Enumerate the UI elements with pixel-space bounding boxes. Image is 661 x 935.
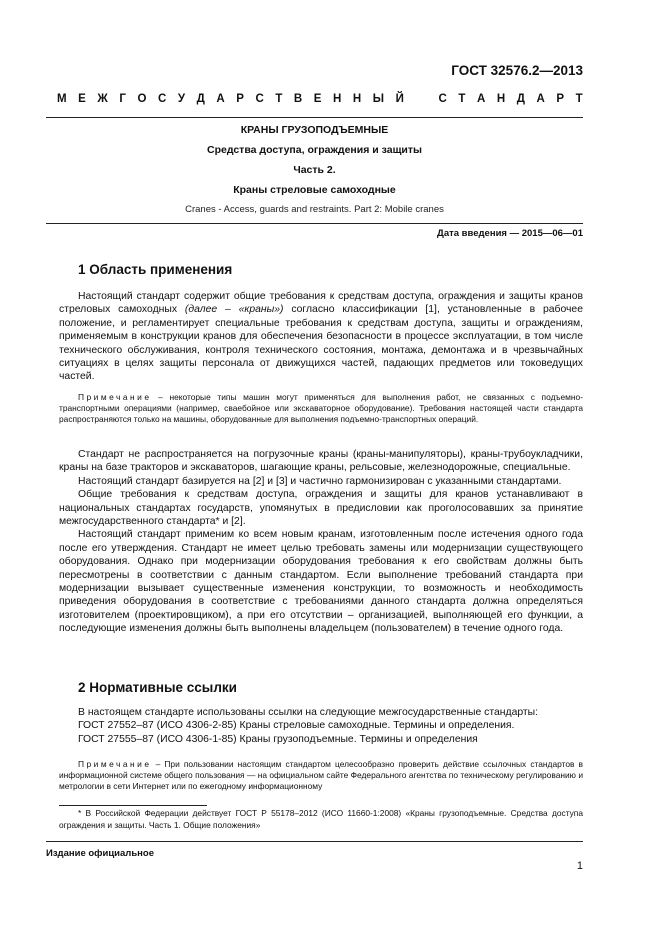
banner-letter: Г <box>119 93 126 105</box>
banner-letter: М <box>57 93 67 105</box>
banner-letter: Р <box>556 93 565 105</box>
banner-letter: А <box>536 93 545 105</box>
banner-letter: А <box>216 93 225 105</box>
effective-date: Дата введения — 2015—06—01 <box>437 228 583 239</box>
title-block <box>46 123 583 216</box>
banner-letter: Н <box>496 93 506 105</box>
note-text: – При пользовании настоящим стандартом целесообразно проверить действие ссылочных стандартов в информационной системе общего пользования — на официальном сайте Федерального агентства по техническому регулированию и метрологии в сети Интернет или по ежегодному информационному <box>59 759 583 791</box>
title-part: Часть 2. <box>293 164 336 176</box>
section-scope-intro <box>59 290 583 384</box>
banner-letter: Н <box>352 93 362 105</box>
reference-item: ГОСТ 27552–87 (ИСО 4306-2-85) Краны стреловые самоходные. Термины и определения. <box>78 720 515 732</box>
banner-letter: Д <box>516 93 525 105</box>
footnote-divider <box>59 805 207 806</box>
title-part-name: Краны стреловые самоходные <box>233 184 396 196</box>
banner-letter: Ж <box>97 93 108 105</box>
title-main: КРАНЫ ГРУЗОПОДЪЕМНЫЕ <box>240 124 389 136</box>
paragraph: Стандарт не распространяется на погрузочные краны (краны-манипуляторы), краны-трубоукладчики, краны на базе тракторов и экскаваторов, шагающие краны, рельсовые, железнодорожные, специальные. <box>59 449 583 474</box>
paragraph-text: Настоящий стандарт содержит общие требования к средствам доступа, ограждения и защиты кранов стреловых самоходных <box>59 291 583 316</box>
banner-letter: У <box>177 93 185 105</box>
banner-letter: С <box>255 93 264 105</box>
footer-divider <box>46 841 583 842</box>
banner-letter: Д <box>196 93 205 105</box>
banner-letter: Е <box>313 93 322 105</box>
paragraph-text: согласно классификации [1], установленные в рабочее положение, и регламентирует специальные требования к средствам доступа, защиты и ограждениям, применяемым в конструкции кранов для обеспечения безопасности в процессе эксплуатации, в том числе технического обслуживания, контроля технического состояния, монтажа, демонтажа и в чрезвычайных ситуациях в целях защиты персонала от движущихся частей, падающих предметов или токоведущих частей. <box>59 304 583 383</box>
paragraph <box>59 290 583 384</box>
banner-letter: В <box>293 93 303 105</box>
page-number: 1 <box>576 860 583 872</box>
note-label: Примечание <box>78 392 152 402</box>
banner-letter: Р <box>236 93 244 105</box>
paragraph-italic: (далее – «краны») <box>184 304 284 316</box>
header-divider <box>46 117 583 118</box>
note-text: – некоторые типы машин могут применяться для выполнения работ, не связанных с подъемно-транспортными операциями (например, сваебойное или экскаваторное оборудование). Требования настоящей части стандарта распространяются только на машины, оборудованные для выполнения подъемно-транспортных операций. <box>59 392 583 424</box>
paragraph: Настоящий стандарт базируется на [2] и [3] и частично гармонизирован с указанными стандартами. <box>78 475 562 487</box>
note-label: Примечание <box>78 759 152 769</box>
note <box>59 759 583 792</box>
banner-letter: Т <box>275 93 283 105</box>
banner-letter: Т <box>575 93 583 105</box>
standard-number: ГОСТ 32576.2—2013 <box>451 63 583 78</box>
banner-letter: Е <box>78 93 86 105</box>
interstate-standard-banner <box>57 93 583 105</box>
section-heading-scope: 1 Область применения <box>78 262 233 277</box>
title-subtitle: Средства доступа, ограждения и защиты <box>206 144 422 156</box>
footnote: * В Российской Федерации действует ГОСТ Р 55178–2012 (ИСО 11660-1:2008) «Краны грузоподъемные. Средства доступа ограждения и защиты. Часть 1. Общие положения» <box>59 808 583 830</box>
banner-letter: А <box>477 93 486 105</box>
title-english: Cranes - Access, guards and restraints. Part 2: Mobile cranes <box>185 204 444 215</box>
banner-letter: О <box>137 93 147 105</box>
section-scope-body <box>59 448 583 636</box>
banner-letter: С <box>438 93 447 105</box>
edition-label: Издание официальное <box>46 848 154 859</box>
paragraph: Общие требования к средствам доступа, ограждения и защиты для кранов устанавливают в национальных стандартах государств, упомянутых в предисловии как проголосовавших за принятие межгосударственного стандарта* и [2]. <box>59 489 583 528</box>
banner-letter: Й <box>395 93 404 105</box>
banner-letter: Т <box>458 93 466 105</box>
note-block <box>59 392 583 425</box>
note <box>59 392 583 425</box>
section-references-body <box>59 706 583 746</box>
banner-letter: С <box>157 93 167 105</box>
note-block <box>59 759 583 792</box>
banner-letter: Ы <box>372 93 385 105</box>
title-divider <box>46 223 583 224</box>
section-heading-references: 2 Нормативные ссылки <box>78 680 237 695</box>
banner-letter: Н <box>333 93 342 105</box>
paragraph: Настоящий стандарт применим ко всем новым кранам, изготовленным после истечения одного года после его утверждения. Стандарт не имеет целью требовать замены или модернизации существующего оборудования. Однако при модернизации оборудования требования к его свойствам должны быть пересмотрены в соответствии с данным стандартом. Если выполнение требований стандарта при модернизации вызывает существенные изменения конструкции, то возможность и необходимость приведения оборудования в соответствие с требованиями данного стандарта должна определяться изготовителем (проектировщиком), а при его отсутствии – организацией, выполняющей его функции, а последующие изменения должны быть выполнены владельцем (пользователем) в течение одного года. <box>59 529 583 635</box>
paragraph: В настоящем стандарте использованы ссылки на следующие межгосударственные стандарты: <box>78 707 539 718</box>
reference-item: ГОСТ 27555–87 (ИСО 4306-1-85) Краны грузоподъемные. Термины и определения <box>78 733 478 745</box>
